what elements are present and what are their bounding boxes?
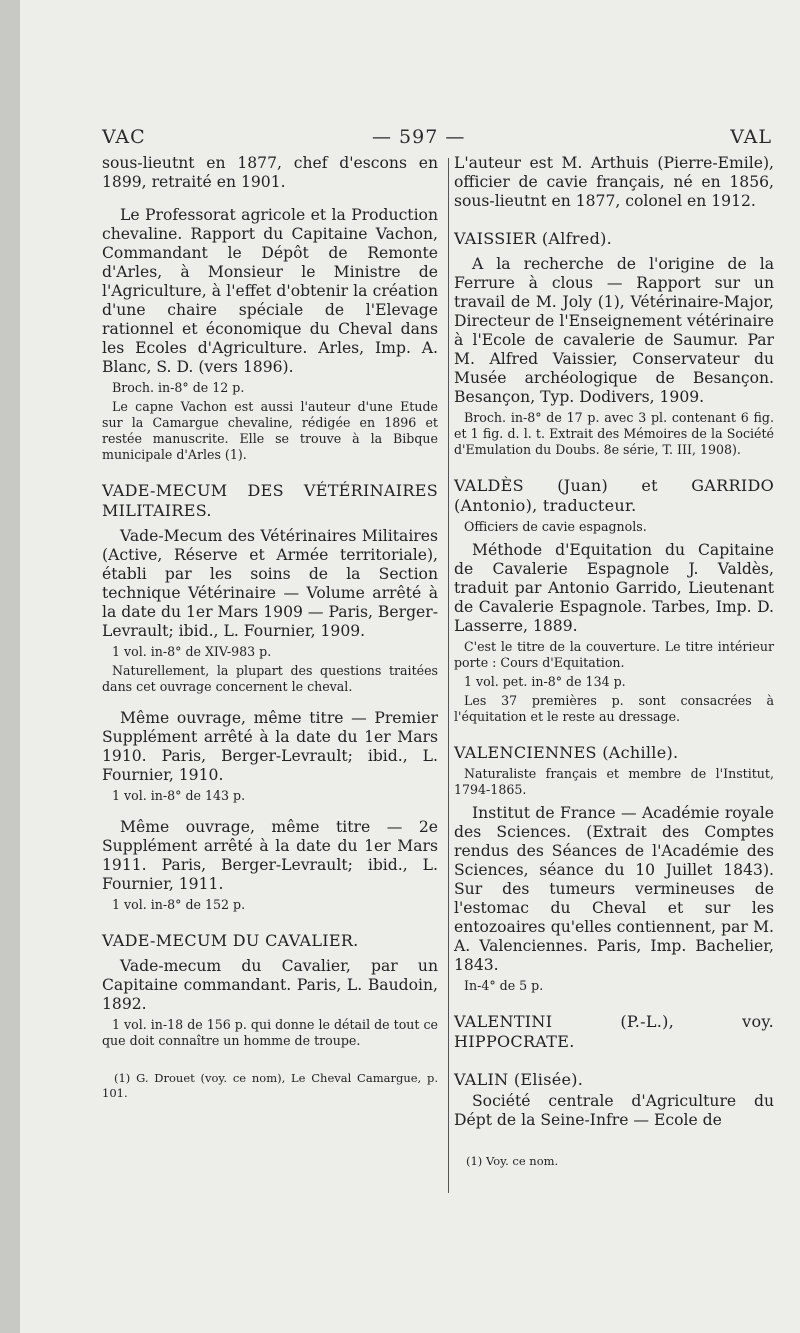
note: Broch. in-8° de 17 p. avec 3 pl. contenant 6 fig. et 1 fig. d. l. t. Extrait des Mémoires de la Société d'Emulation du Doubs. 8e série, T. III, 1908). (454, 410, 774, 457)
paragraph: Vade-mecum du Cavalier, par un Capitaine commandant. Paris, L. Baudoin, 1892. (102, 957, 438, 1013)
paragraph: Même ouvrage, même titre — 2e Supplément arrêté à la date du 1er Mars 1911. Paris, Berger-Levrault; ibid., L. Fournier, 1911. (102, 818, 438, 893)
note: Naturellement, la plupart des questions traitées dans cet ouvrage concernent le cheval. (102, 663, 438, 694)
header-right: VAL (730, 126, 772, 148)
header-left: VAC (102, 126, 146, 148)
note: In-4° de 5 p. (464, 978, 544, 993)
page-number: — 597 — (372, 126, 466, 148)
note: C'est le titre de la couverture. Le titre intérieur porte : Cours d'Equitation. (454, 639, 774, 670)
left-column (102, 154, 438, 1101)
paragraph: Méthode d'Equitation du Capitaine de Cavalerie Espagnole J. Valdès, traduit par Antonio Garrido, Lieutenant de Cavalerie Espagnole. Tarbes, Imp. D. Lasserre, 1889. (454, 541, 774, 635)
entry-heading: VADE-MECUM DES VÉTÉRINAIRES MILITAIRES. (102, 481, 438, 520)
note: Naturaliste français et membre de l'Institut, 1794-1865. (454, 766, 774, 797)
paragraph: Même ouvrage, même titre — Premier Supplément arrêté à la date du 1er Mars 1910. Paris, Berger-Levrault; ibid., L. Fournier, 1910. (102, 709, 438, 784)
paragraph: Le Professorat agricole et la Production chevaline. Rapport du Capitaine Vachon, Commandant le Dépôt de Remonte d'Arles, à Monsieur le Ministre de l'Agriculture, à l'effet d'obtenir la création d'une chaire spéciale de l'Elevage rationnel et économique du Cheval dans les Ecoles d'Agriculture. Arles, Imp. A. Blanc, S. D. (vers 1896). (102, 206, 438, 376)
footnote: (1) G. Drouet (voy. ce nom), Le Cheval Camargue, p. 101. (102, 1071, 438, 1100)
footnote: (1) Voy. ce nom. (466, 1154, 559, 1168)
note: 1 vol. in-8° de 152 p. (112, 897, 246, 912)
entry-heading: VALENCIENNES (Achille). (454, 743, 679, 762)
entry-heading: VAISSIER (Alfred). (454, 229, 613, 248)
note: Le capne Vachon est aussi l'auteur d'une Etude sur la Camargue chevaline, rédigée en 1896 et restée manuscrite. Elle se trouve à la Bibque municipale d'Arles (1). (102, 399, 438, 462)
note: 1 vol. in-8° de 143 p. (112, 788, 246, 803)
paragraph: sous-lieutnt en 1877, chef d'escons en 1899, retraité en 1901. (102, 154, 438, 191)
paragraph: Société centrale d'Agriculture du Dépt de la Seine-Infre — Ecole de (454, 1092, 774, 1129)
note: Officiers de cavie espagnols. (464, 519, 647, 534)
entry-heading: VADE-MECUM DU CAVALIER. (102, 931, 359, 950)
paragraph: A la recherche de l'origine de la Ferrure à clous — Rapport sur un travail de M. Joly (1), Vétérinaire-Major, Directeur de l'Enseignement vétérinaire à l'Ecole de cavalerie de Saumur. Par M. Alfred Vaissier, Conservateur du Musée archéologique de Besançon. Besançon, Typ. Dodivers, 1909. (454, 255, 774, 406)
entry-heading: VALIN (Elisée). (454, 1070, 584, 1089)
document-page (20, 0, 800, 1333)
entry-heading: VALENTINI (P.-L.), voy. HIPPOCRATE. (454, 1012, 774, 1051)
right-column (454, 154, 774, 1169)
paragraph: L'auteur est M. Arthuis (Pierre-Emile), officier de cavie français, né en 1856, sous-lieutnt en 1877, colonel en 1912. (454, 154, 774, 210)
column-divider (448, 158, 449, 1193)
note: 1 vol. pet. in-8° de 134 p. (464, 674, 626, 689)
note: 1 vol. in-18 de 156 p. qui donne le détail de tout ce que doit connaître un homme de troupe. (102, 1017, 438, 1048)
note: Broch. in-8° de 12 p. (112, 380, 245, 395)
paragraph: Vade-Mecum des Vétérinaires Militaires (Active, Réserve et Armée territoriale), établi par les soins de la Section technique Vétérinaire — Volume arrêté à la date du 1er Mars 1909 — Paris, Berger-Levrault; ibid., L. Fournier, 1909. (102, 527, 438, 640)
page-header (102, 126, 772, 154)
paragraph: Institut de France — Académie royale des Sciences. (Extrait des Comptes rendus des Séances de l'Académie des Sciences, séance du 10 Juillet 1843). Sur des tumeurs vermineuses de l'estomac du Cheval et sur les entozoaires qu'elles contiennent, par M. A. Valenciennes. Paris, Imp. Bachelier, 1843. (454, 804, 774, 974)
note: 1 vol. in-8° de XIV-983 p. (112, 644, 272, 659)
entry-heading: VALDÈS (Juan) et GARRIDO (Antonio), traducteur. (454, 476, 774, 515)
note: Les 37 premières p. sont consacrées à l'équitation et le reste au dressage. (454, 693, 774, 724)
